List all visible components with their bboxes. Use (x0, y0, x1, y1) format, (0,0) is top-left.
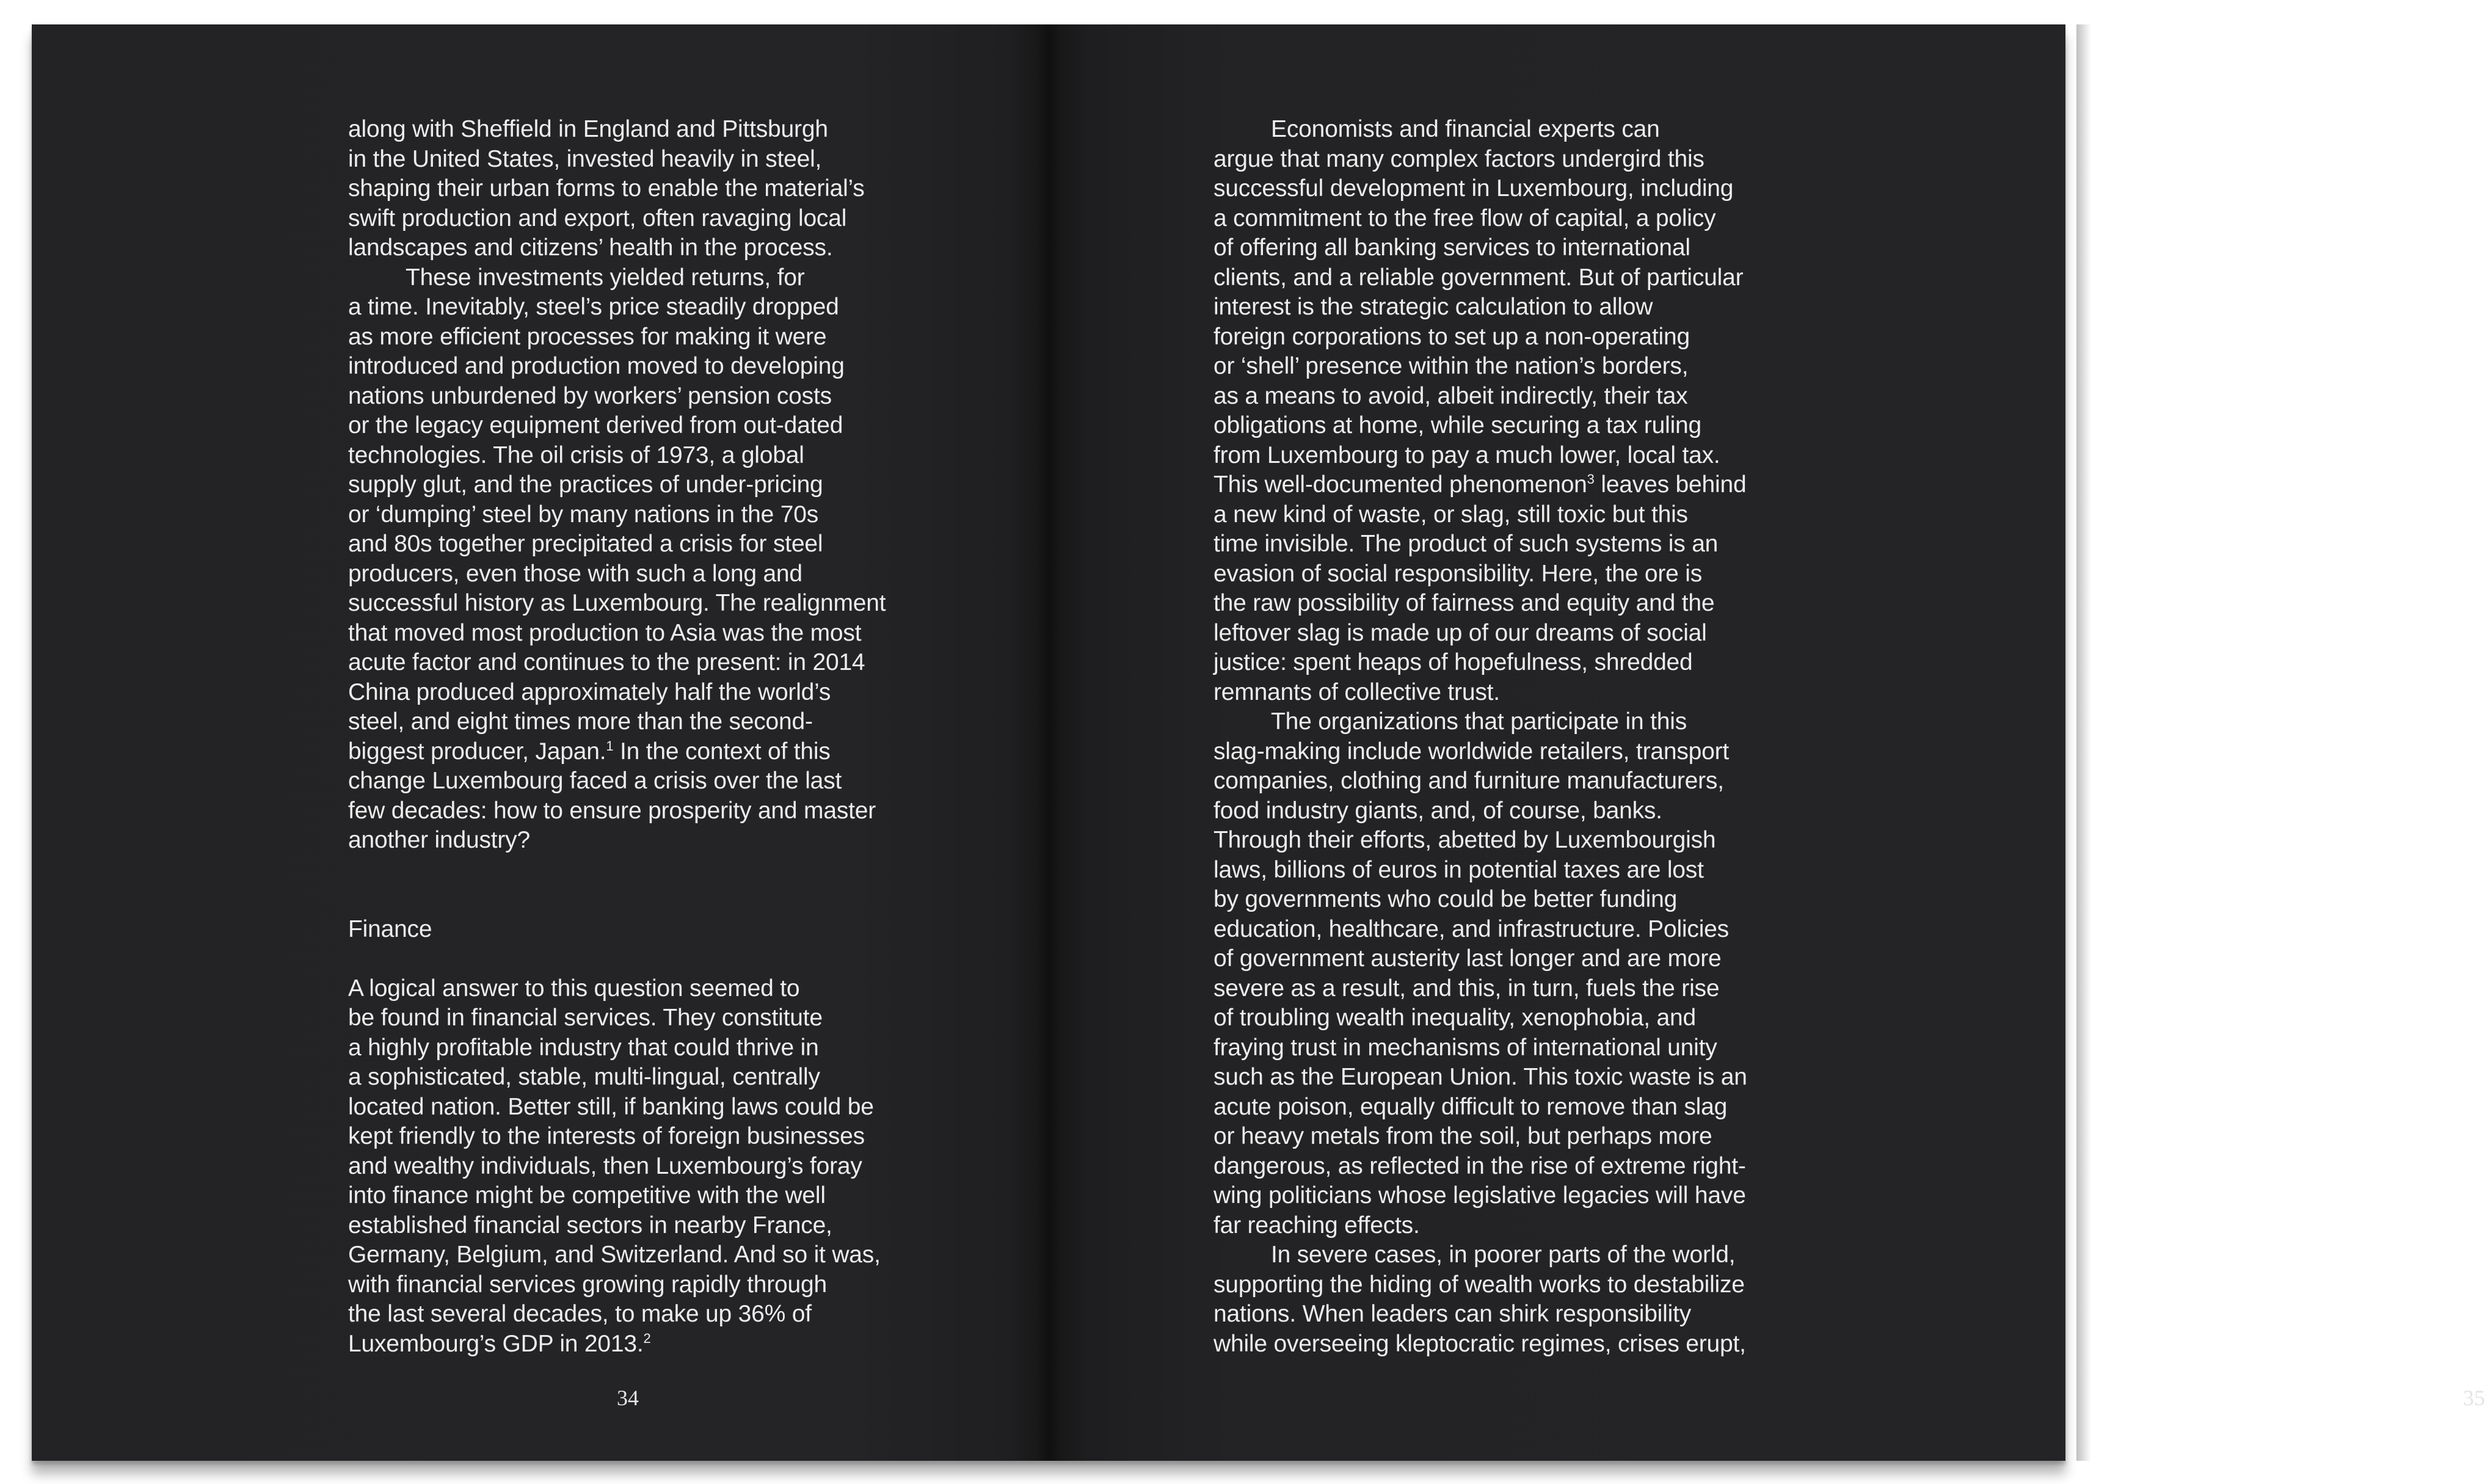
text-line: landscapes and citizens’ health in the process. (348, 235, 833, 261)
text-line: the last several decades, to make up 36% of (348, 1301, 812, 1327)
text-line: or ‘shell’ presence within the nation’s borders, (1213, 353, 1689, 379)
text-line: fraying trust in mechanisms of international unity (1213, 1034, 1717, 1061)
text-line: obligations at home, while securing a tax ruling (1213, 412, 1702, 438)
text-line: nations unburdened by workers’ pension costs (348, 382, 832, 409)
text-line: of troubling wealth inequality, xenophobia, and (1213, 1005, 1696, 1031)
page-number-left: 34 (617, 1386, 639, 1410)
book-gutter (1036, 24, 1061, 1461)
text-line: while overseeing kleptocratic regimes, crises erupt, (1213, 1330, 1746, 1357)
text-line: companies, clothing and furniture manufacturers, (1213, 768, 1724, 794)
text-line: producers, even those with such a long and (348, 560, 802, 587)
text-line: justice: spent heaps of hopefulness, shredded (1213, 649, 1693, 675)
text-line: another industry? (348, 827, 530, 853)
text-line: These investments yielded returns, for (406, 264, 805, 291)
text-line: remnants of collective trust. (1213, 678, 1500, 705)
text-line: of government austerity last longer and are more (1213, 945, 1722, 972)
page-number-right: 35 (2463, 1386, 2485, 1410)
footnote-ref[interactable]: 1 (606, 738, 614, 754)
paragraph (348, 974, 995, 1359)
text-line: shaping their urban forms to enable the material’s (348, 175, 865, 202)
section-heading: Finance (348, 915, 432, 942)
text-line: steel, and eight times more than the second- (348, 708, 813, 735)
text-line: or heavy metals from the soil, but perhaps more (1213, 1123, 1712, 1149)
text-line: In the context of this (613, 738, 831, 765)
text-line: with financial services growing rapidly through (348, 1271, 827, 1298)
text-line: a sophisticated, stable, multi-lingual, centrally (348, 1064, 820, 1090)
text-line: that moved most production to Asia was the most (348, 619, 862, 646)
text-line: dangerous, as reflected in the rise of extreme right- (1213, 1152, 1746, 1179)
text-line: supporting the hiding of wealth works to destabilize (1213, 1271, 1745, 1298)
text-line: far reaching effects. (1213, 1212, 1420, 1238)
text-line: into finance might be competitive with the well (348, 1182, 826, 1209)
text-line: severe as a result, and this, in turn, fuels the rise (1213, 975, 1720, 1002)
text-line: as a means to avoid, albeit indirectly, their tax (1213, 382, 1688, 409)
text-line: a highly profitable industry that could thrive in (348, 1034, 819, 1061)
text-line: introduced and production moved to developing (348, 353, 845, 379)
text-line: food industry giants, and, of course, banks. (1213, 797, 1662, 824)
text-line: successful history as Luxembourg. The realignment (348, 590, 886, 616)
text-line: leaves behind (1594, 471, 1747, 498)
text-line: successful development in Luxembourg, including (1213, 175, 1734, 202)
footnote-ref[interactable]: 3 (1587, 471, 1595, 487)
left-page-body (348, 115, 995, 1359)
text-line: foreign corporations to set up a non-operating (1213, 323, 1690, 350)
text-line: In severe cases, in poorer parts of the world, (1271, 1242, 1736, 1268)
paragraph (1213, 115, 1861, 707)
text-line: nations. When leaders can shirk responsibility (1213, 1301, 1692, 1327)
text-line: of offering all banking services to international (1213, 235, 1690, 261)
text-line: wing politicians whose legislative legacies will have (1213, 1182, 1746, 1209)
paragraph (1213, 707, 1861, 1240)
text-line: such as the European Union. This toxic waste is an (1213, 1064, 1747, 1090)
text-line: the raw possibility of fairness and equity and the (1213, 590, 1715, 616)
text-line: biggest producer, Japan. (348, 738, 606, 765)
text-line: kept friendly to the interests of foreign businesses (348, 1123, 865, 1149)
text-line: supply glut, and the practices of under-pricing (348, 471, 823, 498)
text-line: or the legacy equipment derived from out-dated (348, 412, 843, 438)
text-line: in the United States, invested heavily in steel, (348, 145, 822, 172)
text-line: be found in financial services. They constitute (348, 1005, 823, 1031)
text-line: China produced approximately half the world’s (348, 678, 831, 705)
text-line: Luxembourg’s GDP in 2013. (348, 1330, 644, 1357)
text-line: a commitment to the free flow of capital, a policy (1213, 205, 1716, 231)
text-line: as more efficient processes for making it were (348, 323, 827, 350)
text-line: This well-documented phenomenon (1213, 471, 1587, 498)
text-line: along with Sheffield in England and Pittsburgh (348, 116, 828, 142)
text-line: and 80s together precipitated a crisis for steel (348, 531, 823, 557)
text-line: leftover slag is made up of our dreams of social (1213, 619, 1707, 646)
text-line: established financial sectors in nearby France, (348, 1212, 832, 1238)
text-line: laws, billions of euros in potential taxes are lost (1213, 856, 1704, 883)
text-line: Economists and financial experts can (1271, 116, 1660, 142)
text-line: argue that many complex factors undergird this (1213, 145, 1705, 172)
text-line: slag-making include worldwide retailers, transport (1213, 738, 1730, 765)
paragraph (1213, 1240, 1861, 1359)
text-line: acute poison, equally difficult to remove than slag (1213, 1093, 1728, 1120)
paragraph (348, 115, 995, 263)
text-line: A logical answer to this question seemed to (348, 975, 800, 1002)
page-edge-shadow (2076, 24, 2091, 1461)
right-page-body (1213, 115, 1861, 1359)
footnote-ref[interactable]: 2 (643, 1330, 651, 1346)
book-spread (32, 24, 2485, 1461)
text-line: clients, and a reliable government. But of particular (1213, 264, 1744, 291)
text-line: change Luxembourg faced a crisis over the last (348, 768, 842, 794)
paragraph (348, 263, 995, 856)
text-line: education, healthcare, and infrastructure. Policies (1213, 915, 1729, 942)
text-line: few decades: how to ensure prosperity and master (348, 797, 876, 824)
text-line: interest is the strategic calculation to allow (1213, 294, 1653, 320)
text-line: swift production and export, often ravaging local (348, 205, 847, 231)
text-line: or ‘dumping’ steel by many nations in the 70s (348, 501, 818, 528)
text-line: located nation. Better still, if banking laws could be (348, 1093, 874, 1120)
right-page (1049, 24, 2485, 1461)
text-line: Through their efforts, abetted by Luxembourgish (1213, 827, 1716, 853)
text-line: a time. Inevitably, steel’s price steadily dropped (348, 294, 839, 320)
text-line: technologies. The oil crisis of 1973, a global (348, 442, 804, 468)
text-line: acute factor and continues to the present: in 2014 (348, 649, 865, 675)
text-line: The organizations that participate in this (1271, 708, 1687, 735)
text-line: a new kind of waste, or slag, still toxic but this (1213, 501, 1688, 528)
text-line: by governments who could be better funding (1213, 886, 1678, 912)
text-line: from Luxembourg to pay a much lower, local tax. (1213, 442, 1720, 468)
text-line: and wealthy individuals, then Luxembourg’s foray (348, 1152, 862, 1179)
text-line: evasion of social responsibility. Here, the ore is (1213, 560, 1702, 587)
left-page (32, 24, 1049, 1461)
text-line: time invisible. The product of such systems is an (1213, 531, 1719, 557)
text-line: Germany, Belgium, and Switzerland. And so it was, (348, 1242, 881, 1268)
